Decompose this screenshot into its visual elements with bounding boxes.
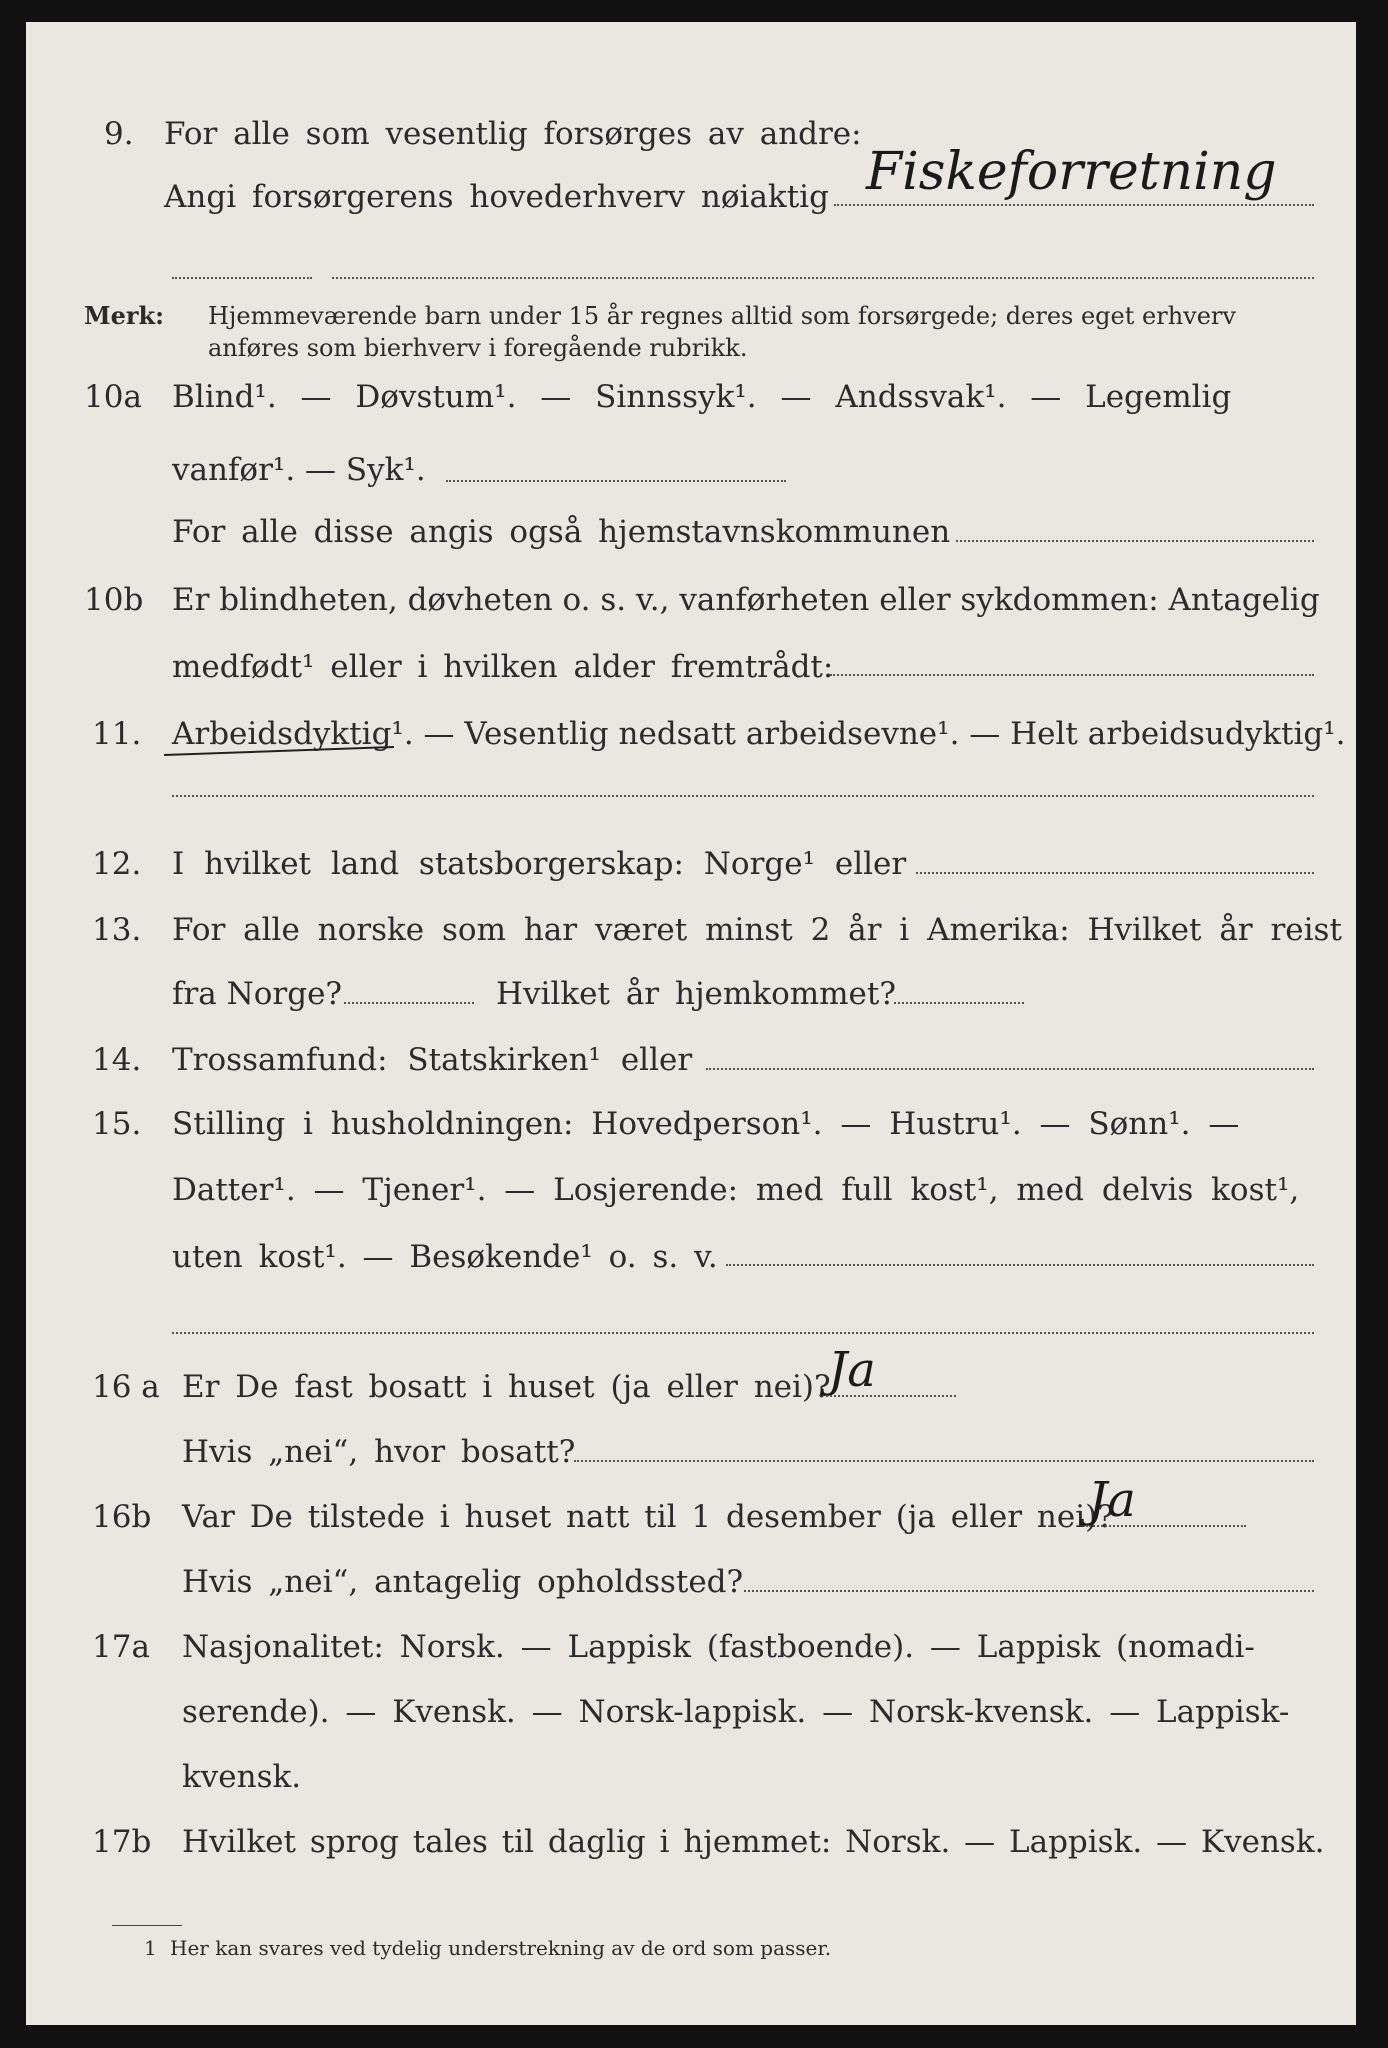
q16b-handwritten-answer: Ja [1088,1472,1136,1528]
q17b-line1: Hvilket sprog tales til daglig i hjemmet: Norsk. — Lappisk. — Kvensk. [182,1824,1325,1860]
q16a-handwritten-answer: Ja [828,1342,876,1398]
q15-answer-line [726,1264,1314,1266]
q15-extra-line [172,1332,1314,1334]
q16a-answer-line [826,1395,956,1397]
q15-line1: Stilling i husholdningen: Hovedperson¹. — Hustru¹. — Sønn¹. — [172,1106,1240,1142]
q15-number: 15. [92,1106,142,1142]
q9-handwritten-answer: Fiskeforretning [866,142,1277,202]
q15-line2: Datter¹. — Tjener¹. — Losjerende: med full kost¹, med delvis kost¹, [172,1172,1300,1208]
q13-number: 13. [92,912,142,948]
q13-right-line [894,1002,1024,1004]
q9-extra-line-left [172,277,312,279]
merk-label: Merk: [84,301,164,330]
q16a-where-line [574,1460,1314,1462]
census-form-page [26,22,1356,2025]
q16b-place-line [744,1590,1314,1592]
q16a-line2: Hvis „nei“, hvor bosatt? [182,1434,576,1470]
q15-line3: uten kost¹. — Besøkende¹ o. s. v. [172,1239,718,1275]
q9-line2: Angi forsørgerens hovederhverv nøiaktig [164,179,829,215]
q10a-line3: For alle disse angis også hjemstavnskommunen [172,514,951,550]
q10a-sick-line [446,480,786,482]
q14-answer-line [706,1068,1314,1070]
q10b-answer-line [830,674,1314,676]
q9-extra-line-right [332,277,1314,279]
merk-line1: Hjemmeværende barn under 15 år regnes alltid som forsørgede; deres eget erhverv [208,302,1236,330]
q16b-line1: Var De tilstede i huset natt til 1 desember (ja eller nei)? [182,1499,1114,1535]
q10a-line2: vanfør¹. — Syk¹. [172,452,426,488]
q10b-number: 10b [84,582,144,618]
q14-number: 14. [92,1042,142,1078]
q10b-line1: Er blindheten, døvheten o. s. v., vanførheten eller sykdommen: Antagelig [172,582,1320,618]
q14-line1: Trossamfund: Statskirken¹ eller [172,1042,693,1078]
q12-number: 12. [92,846,142,882]
q17a-line2: serende). — Kvensk. — Norsk-lappisk. — Norsk-kvensk. — Lappisk- [182,1694,1290,1730]
footnote-mark: 1 [144,1936,157,1960]
q13-line1: For alle norske som har været minst 2 år i Amerika: Hvilket år reist [172,912,1342,948]
q11-extra-line [172,795,1314,797]
q9-line1: For alle som vesentlig forsørges av andre: [164,116,862,152]
footnote-rule [112,1925,182,1926]
q12-line1: I hvilket land statsborgerskap: Norge¹ eller [172,846,907,882]
q13-line2a: fra Norge? [172,976,343,1012]
q16a-line1: Er De fast bosatt i huset (ja eller nei)? [182,1369,831,1405]
q17b-number: 17b [92,1824,152,1860]
q11-line1: Arbeidsdyktig¹. — Vesentlig nedsatt arbeidsevne¹. — Helt arbeidsudyktig¹. [172,716,1346,752]
q9-number: 9. [104,116,134,152]
q9-answer-line [834,204,1314,206]
q16b-answer-line [1086,1525,1246,1527]
merk-line2: anføres som bierhverv i foregående rubrikk. [208,334,748,362]
q13-left-line [344,1002,474,1004]
q13-line2b: Hvilket år hjemkommet? [496,976,896,1012]
q17a-line1: Nasjonalitet: Norsk. — Lappisk (fastboende). — Lappisk (nomadi- [182,1629,1255,1665]
q16b-number: 16b [92,1499,152,1535]
q10a-line1: Blind¹. — Døvstum¹. — Sinnssyk¹. — Andssvak¹. — Legemlig [172,379,1232,415]
q11-number: 11. [92,716,142,752]
q16b-line2: Hvis „nei“, antagelig opholdssted? [182,1564,744,1600]
q17a-line3: kvensk. [182,1759,302,1795]
q17a-number: 17a [92,1629,150,1665]
footnote-text: Her kan svares ved tydelig understrekning av de ord som passer. [170,1936,832,1960]
q10b-line2: medfødt¹ eller i hvilken alder fremtrådt: [172,649,834,685]
q16a-number: 16 a [92,1369,160,1405]
q10a-home-municipality-line [956,540,1314,542]
q12-answer-line [916,872,1314,874]
q10a-number: 10a [84,379,142,415]
